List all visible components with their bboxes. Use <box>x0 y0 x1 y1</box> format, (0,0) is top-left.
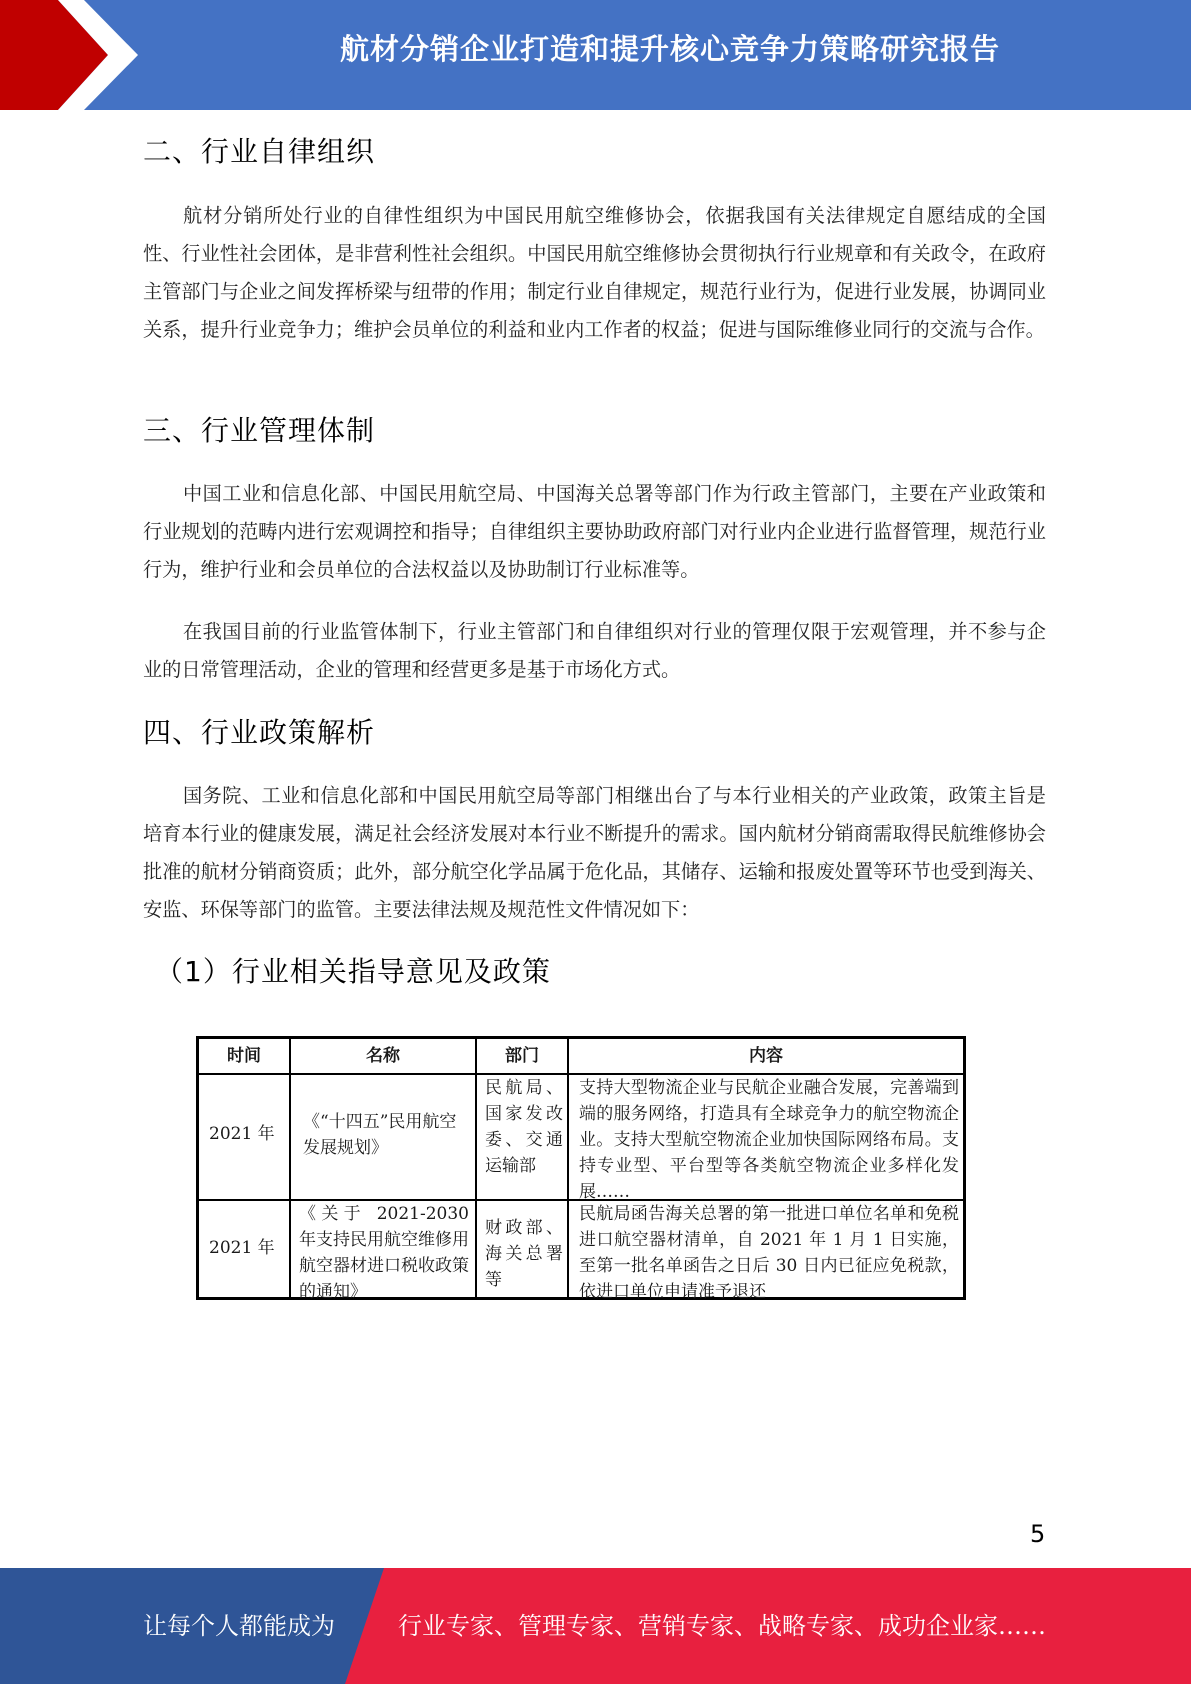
page-number: 5 <box>1030 1520 1046 1548</box>
paragraph-management-1: 中国工业和信息化部、中国民用航空局、中国海关总署等部门作为行政主管部门，主要在产业政策和行业规划的范畴内进行宏观调控和指导；自律组织主要协助政府部门对行业内企业进行监督管理，规范行业行为，维护行业和会员单位的合法权益以及协助制订行业标准等。 <box>143 482 1046 581</box>
table-header-time: 时间 <box>227 1046 261 1066</box>
section-heading-management-system: 三、行业管理体制 <box>143 414 376 447</box>
table-header-content: 内容 <box>749 1046 783 1066</box>
footer-band <box>0 1568 1191 1684</box>
table-row-2-time: 2021 年 <box>209 1238 275 1258</box>
table-row-2-content: 民航局函告海关总署的第一批进口单位名单和免税进口航空器材清单，自 2021 年 1 月 1 日实施，至第一批名单函告之日后 30 日内已征应免税款，依进口单位申请准予退还 <box>579 1204 959 1302</box>
table-row-1-time: 2021 年 <box>209 1124 275 1144</box>
report-title: 航材分销企业打造和提升核心竞争力策略研究报告 <box>339 32 1000 66</box>
header-band <box>0 0 1191 110</box>
table-row-1-content: 支持大型物流企业与民航企业融合发展，完善端到端的服务网络，打造具有全球竞争力的航空物流企业。支持大型航空物流企业加快国际网络布局。支持专业型、平台型等各类航空物流企业多样化发展…… <box>579 1078 959 1202</box>
section-heading-policy-analysis: 四、行业政策解析 <box>143 716 376 749</box>
section-heading-self-regulation: 二、行业自律组织 <box>143 135 376 168</box>
table-row-2-dept: 财政部、海关总署等 <box>485 1218 563 1290</box>
footer-slogan-right: 行业专家、管理专家、营销专家、战略专家、成功企业家…… <box>398 1612 1046 1640</box>
table-header-dept: 部门 <box>505 1046 539 1066</box>
table-row-1-dept: 民航局、国家发改委、交通运输部 <box>485 1078 563 1176</box>
paragraph-policy: 国务院、工业和信息化部和中国民用航空局等部门相继出台了与本行业相关的产业政策，政策主旨是培育本行业的健康发展，满足社会经济发展对本行业不断提升的需求。国内航材分销商需取得民航维修协会批准的航材分销商资质；此外，部分航空化学品属于危化品，其储存、运输和报废处置等环节也受到海关、安监、环保等部门的监管。主要法律法规及规范性文件情况如下： <box>143 784 1046 921</box>
table-row-2-name: 《关于 2021-2030 年支持民用航空维修用航空器材进口税收政策的通知》 <box>299 1204 469 1302</box>
footer-slogan-left: 让每个人都能成为 <box>143 1612 335 1640</box>
header-arrow-icon <box>0 0 150 110</box>
subheading-guidance-policies: （1）行业相关指导意见及政策 <box>155 955 551 988</box>
policy-table <box>196 1036 966 1300</box>
table-header-name: 名称 <box>366 1046 400 1066</box>
table-row-1-name: 《“十四五”民用航空发展规划》 <box>303 1112 457 1158</box>
paragraph-self-regulation: 航材分销所处行业的自律性组织为中国民用航空维修协会，依据我国有关法律规定自愿结成的全国性、行业性社会团体，是非营利性社会组织。中国民用航空维修协会贯彻执行行业规章和有关政令，在政府主管部门与企业之间发挥桥梁与纽带的作用；制定行业自律规定，规范行业行为，促进行业发展，协调同业关系，提升行业竞争力；维护会员单位的利益和业内工作者的权益；促进与国际维修业同行的交流与合作。 <box>143 204 1046 341</box>
paragraph-management-2: 在我国目前的行业监管体制下，行业主管部门和自律组织对行业的管理仅限于宏观管理，并不参与企业的日常管理活动，企业的管理和经营更多是基于市场化方式。 <box>143 620 1046 681</box>
